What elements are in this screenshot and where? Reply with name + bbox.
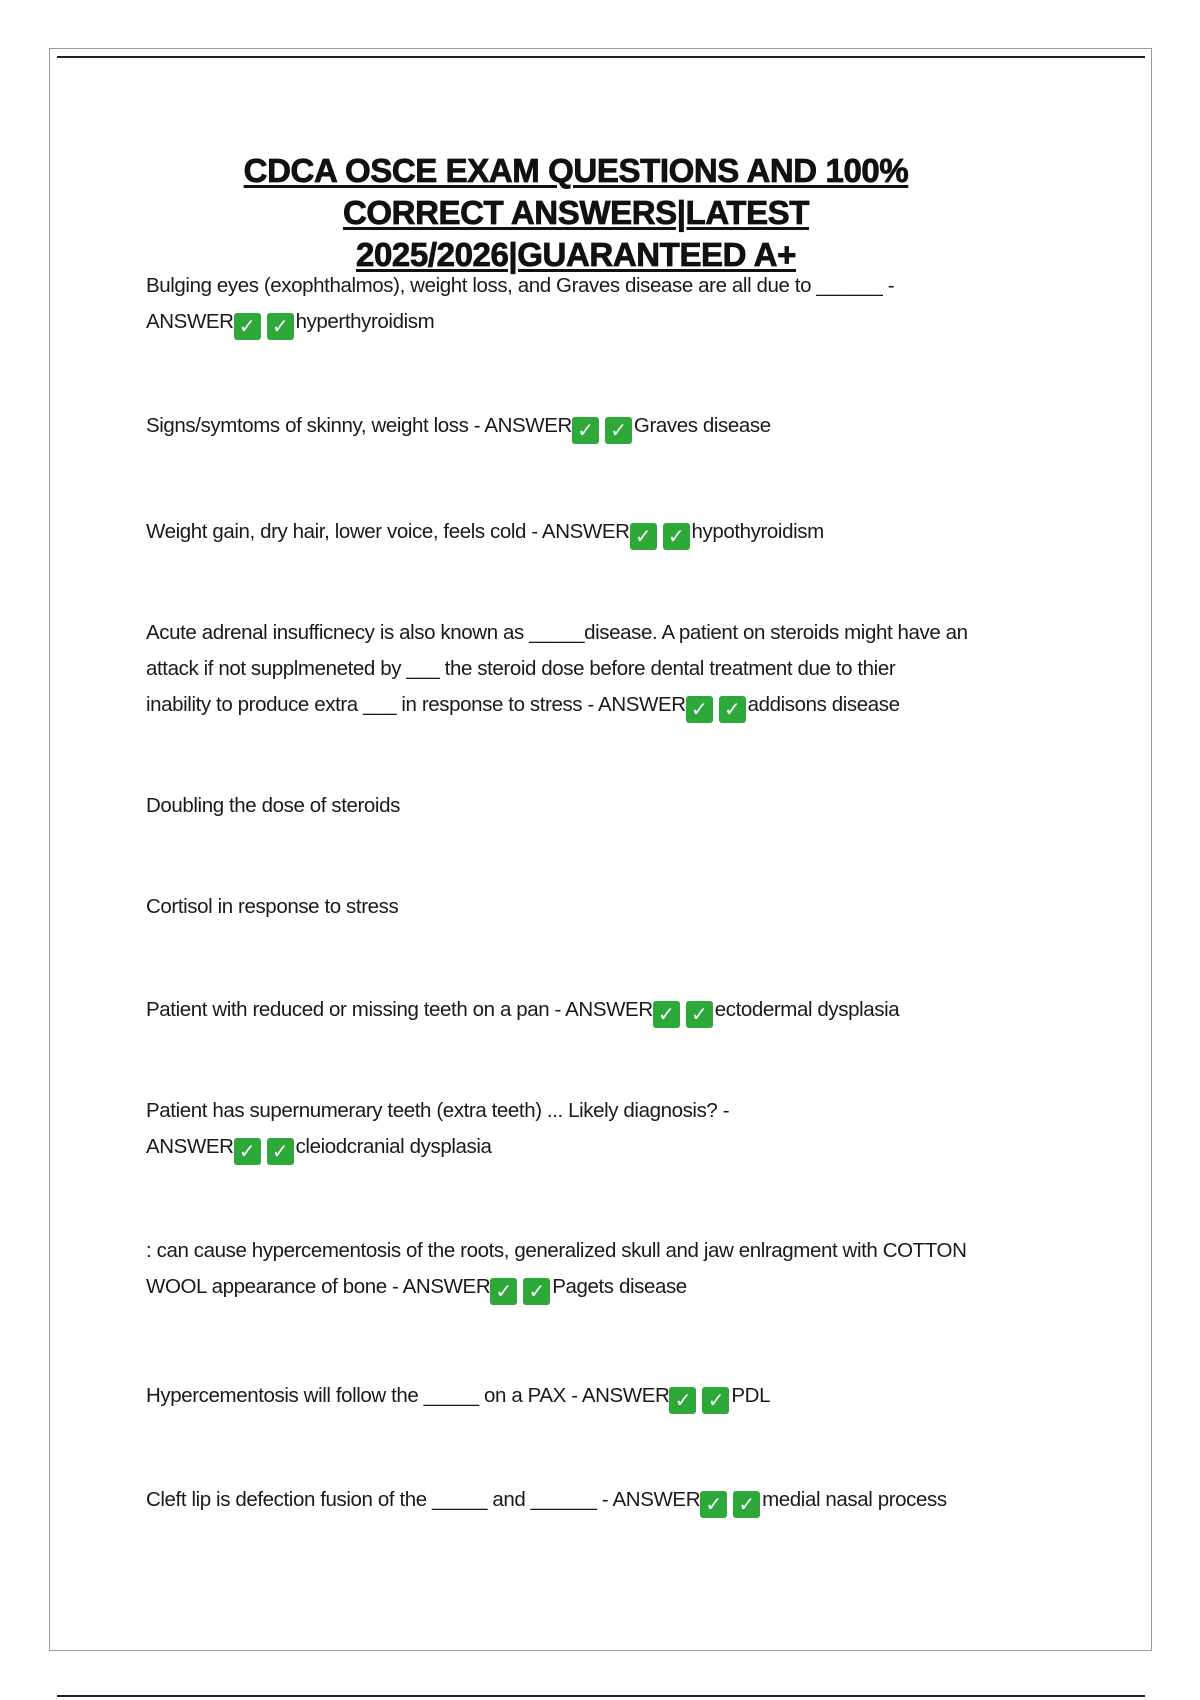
title-line: CORRECT ANSWERS|LATEST xyxy=(342,194,810,231)
green-checkmark-icon: ✓ xyxy=(669,1387,696,1414)
answer-text: hypothyroidism xyxy=(691,520,824,543)
answer-text: PDL xyxy=(731,1384,771,1407)
title-line: CDCA OSCE EXAM QUESTIONS AND 100% xyxy=(243,152,909,189)
green-checkmark-icon: ✓ xyxy=(719,696,746,723)
green-checkmark-icon: ✓ xyxy=(267,1138,294,1165)
answer-text: medial nasal process xyxy=(762,1488,947,1511)
text-line: Cortisol in response to stress xyxy=(146,895,399,918)
green-checkmark-icon: ✓ xyxy=(490,1278,517,1305)
green-checkmark-icon: ✓ xyxy=(234,1138,261,1165)
question-text: Hypercementosis will follow the _____ on a PAX - xyxy=(146,1384,582,1407)
answer-label: ANSWER xyxy=(146,310,234,333)
title-line: 2025/2026|GUARANTEED A+ xyxy=(356,236,796,273)
green-checkmark-icon: ✓ xyxy=(663,523,690,550)
green-checkmark-icon: ✓ xyxy=(733,1491,760,1518)
green-checkmark-icon: ✓ xyxy=(702,1387,729,1414)
question-text: Acute adrenal insufficnecy is also known as _____disease. A patient on steroids might have an xyxy=(146,621,968,644)
text-line: Doubling the dose of steroids xyxy=(146,794,400,817)
question-text: Weight gain, dry hair, lower voice, feels cold - xyxy=(146,520,542,543)
green-checkmark-icon: ✓ xyxy=(234,313,261,340)
question-text: attack if not supplmeneted by ___ the steroid dose before dental treatment due to thier xyxy=(146,657,896,680)
qa-item xyxy=(146,889,1046,925)
answer-label: ANSWER xyxy=(581,1384,670,1407)
green-checkmark-icon: ✓ xyxy=(630,523,657,550)
answer-label: ANSWER xyxy=(146,1135,234,1158)
question-text: : can cause hypercementosis of the roots, generalized skull and jaw enlragment with COTTON xyxy=(146,1239,967,1262)
answer-label: ANSWER xyxy=(402,1275,491,1298)
answer-line xyxy=(146,687,1046,723)
qa-item xyxy=(146,992,1046,1028)
bottom-rule xyxy=(57,1695,1145,1697)
answer-text: Pagets disease xyxy=(552,1275,687,1298)
qa-item xyxy=(146,1233,1046,1305)
answer-label: ANSWER xyxy=(598,693,686,716)
question-text: WOOL appearance of bone - xyxy=(146,1275,403,1298)
answer-line xyxy=(146,304,1046,340)
green-checkmark-icon: ✓ xyxy=(686,696,713,723)
answer-text: ectodermal dysplasia xyxy=(714,998,900,1021)
answer-text: cleiodcranial dysplasia xyxy=(295,1135,492,1158)
question-text: Patient with reduced or missing teeth on a pan - xyxy=(146,998,566,1021)
top-rule xyxy=(57,56,1145,58)
green-checkmark-icon: ✓ xyxy=(572,417,599,444)
green-checkmark-icon: ✓ xyxy=(605,417,632,444)
answer-text: Graves disease xyxy=(633,414,771,437)
green-checkmark-icon: ✓ xyxy=(700,1491,727,1518)
answer-label: ANSWER xyxy=(541,520,630,543)
qa-item xyxy=(146,615,1046,723)
qa-item xyxy=(146,1093,1046,1165)
green-checkmark-icon: ✓ xyxy=(653,1001,680,1028)
question-text: Signs/symtoms of skinny, weight loss - xyxy=(146,414,485,437)
answer-line xyxy=(146,1129,1046,1165)
green-checkmark-icon: ✓ xyxy=(523,1278,550,1305)
question-text: inability to produce extra ___ in response to stress - xyxy=(146,693,599,716)
qa-item xyxy=(146,788,1046,824)
question-text: Bulging eyes (exophthalmos), weight loss, and Graves disease are all due to ______ - xyxy=(146,274,895,297)
answer-text: addisons disease xyxy=(747,693,900,716)
answer-label: ANSWER xyxy=(484,414,572,437)
answer-line xyxy=(146,1269,1046,1305)
answer-label: ANSWER xyxy=(565,998,653,1021)
qa-item xyxy=(146,1482,1046,1518)
question-text: Cleft lip is defection fusion of the _____ and ______ - xyxy=(146,1488,613,1511)
green-checkmark-icon: ✓ xyxy=(686,1001,713,1028)
qa-item xyxy=(146,1378,1046,1414)
document-title xyxy=(146,150,1006,276)
qa-item xyxy=(146,408,1046,444)
answer-label: ANSWER xyxy=(612,1488,701,1511)
question-text: Patient has supernumerary teeth (extra teeth) ... Likely diagnosis? - xyxy=(146,1099,730,1122)
green-checkmark-icon: ✓ xyxy=(267,313,294,340)
qa-item xyxy=(146,268,1046,340)
answer-text: hyperthyroidism xyxy=(295,310,435,333)
qa-item xyxy=(146,514,1046,550)
